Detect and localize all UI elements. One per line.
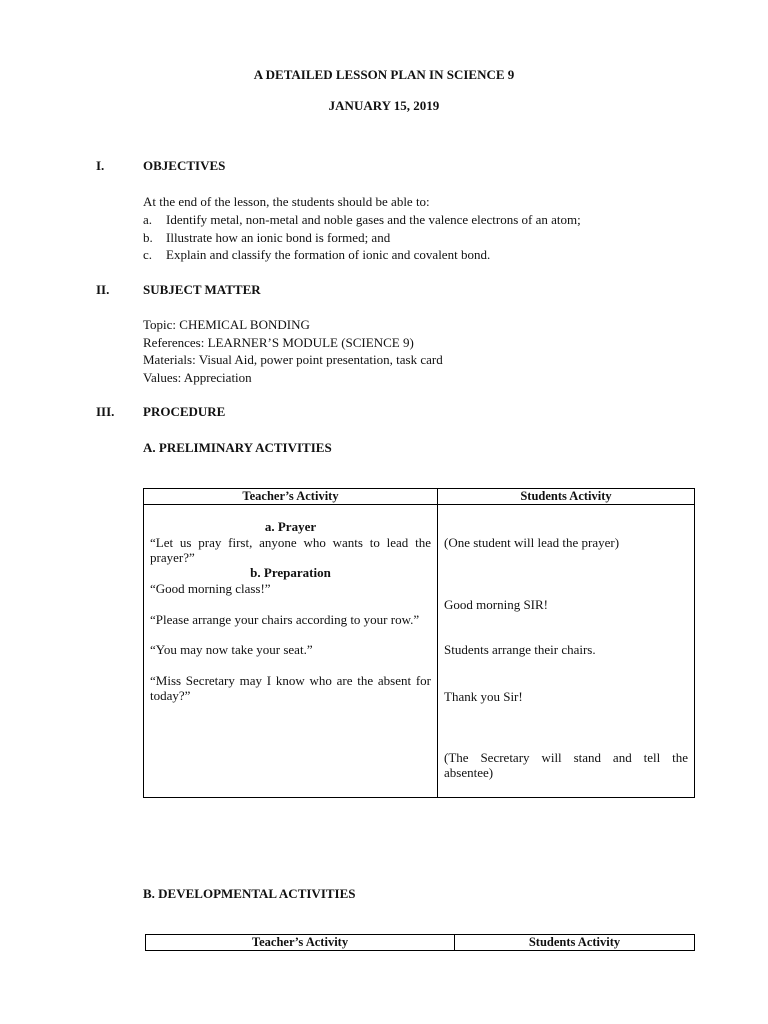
students-thank-you: Thank you Sir! (444, 689, 523, 704)
objectives-intro: At the end of the lesson, the students should be able to: (143, 194, 430, 209)
teacher-greeting: “Good morning class!” (150, 581, 271, 596)
objectives-numeral: I. (96, 158, 105, 173)
teacher-arrange-chairs: “Please arrange your chairs according to your row.” (150, 612, 420, 627)
objective-letter-c: c. (143, 247, 153, 262)
objective-letter-b: b. (143, 230, 153, 245)
objective-item-b: Illustrate how an ionic bond is formed; and (166, 230, 391, 245)
teacher-prayer-line: “Let us pray first, anyone who wants to lead the prayer?” (150, 535, 431, 565)
students-greeting: Good morning SIR! (444, 597, 548, 612)
students-activity-cell (438, 505, 695, 798)
teacher-ask-absent: “Miss Secretary may I know who are the absent for today?” (150, 673, 431, 703)
preliminary-activities-table (143, 488, 695, 798)
subject-materials: Materials: Visual Aid, power point presentation, task card (143, 352, 443, 367)
developmental-activities-heading: B. DEVELOPMENTAL ACTIVITIES (143, 886, 356, 901)
teacher-activity-cell (144, 505, 438, 798)
subject-references: References: LEARNER’S MODULE (SCIENCE 9) (143, 335, 414, 350)
subject-values: Values: Appreciation (143, 370, 252, 385)
objective-letter-a: a. (143, 212, 153, 227)
document-date: JANUARY 15, 2019 (328, 98, 440, 113)
students-prayer: (One student will lead the prayer) (444, 535, 620, 550)
procedure-numeral: III. (96, 404, 115, 419)
dev-students-activity-header: Students Activity (455, 935, 695, 951)
developmental-activities-table (145, 934, 695, 951)
students-arrange-chairs: Students arrange their chairs. (444, 642, 596, 657)
subject-matter-heading: SUBJECT MATTER (143, 282, 261, 297)
teacher-take-seat: “You may now take your seat.” (150, 642, 313, 657)
preparation-subheading: b. Preparation (250, 565, 331, 580)
objective-item-c: Explain and classify the formation of ionic and covalent bond. (166, 247, 491, 262)
procedure-heading: PROCEDURE (143, 404, 226, 419)
students-activity-header: Students Activity (438, 489, 695, 505)
teacher-activity-header: Teacher’s Activity (144, 489, 438, 505)
objective-item-a: Identify metal, non-metal and noble gases and the valence electrons of an atom; (166, 212, 581, 227)
subject-topic: Topic: CHEMICAL BONDING (143, 317, 310, 332)
document-title: A DETAILED LESSON PLAN IN SCIENCE 9 (253, 67, 515, 82)
preliminary-activities-heading: A. PRELIMINARY ACTIVITIES (143, 440, 332, 455)
objectives-heading: OBJECTIVES (143, 158, 226, 173)
dev-teacher-activity-header: Teacher’s Activity (146, 935, 455, 951)
students-secretary: (The Secretary will stand and tell the absentee) (444, 750, 688, 780)
subject-matter-numeral: II. (96, 282, 110, 297)
prayer-subheading: a. Prayer (264, 519, 317, 534)
